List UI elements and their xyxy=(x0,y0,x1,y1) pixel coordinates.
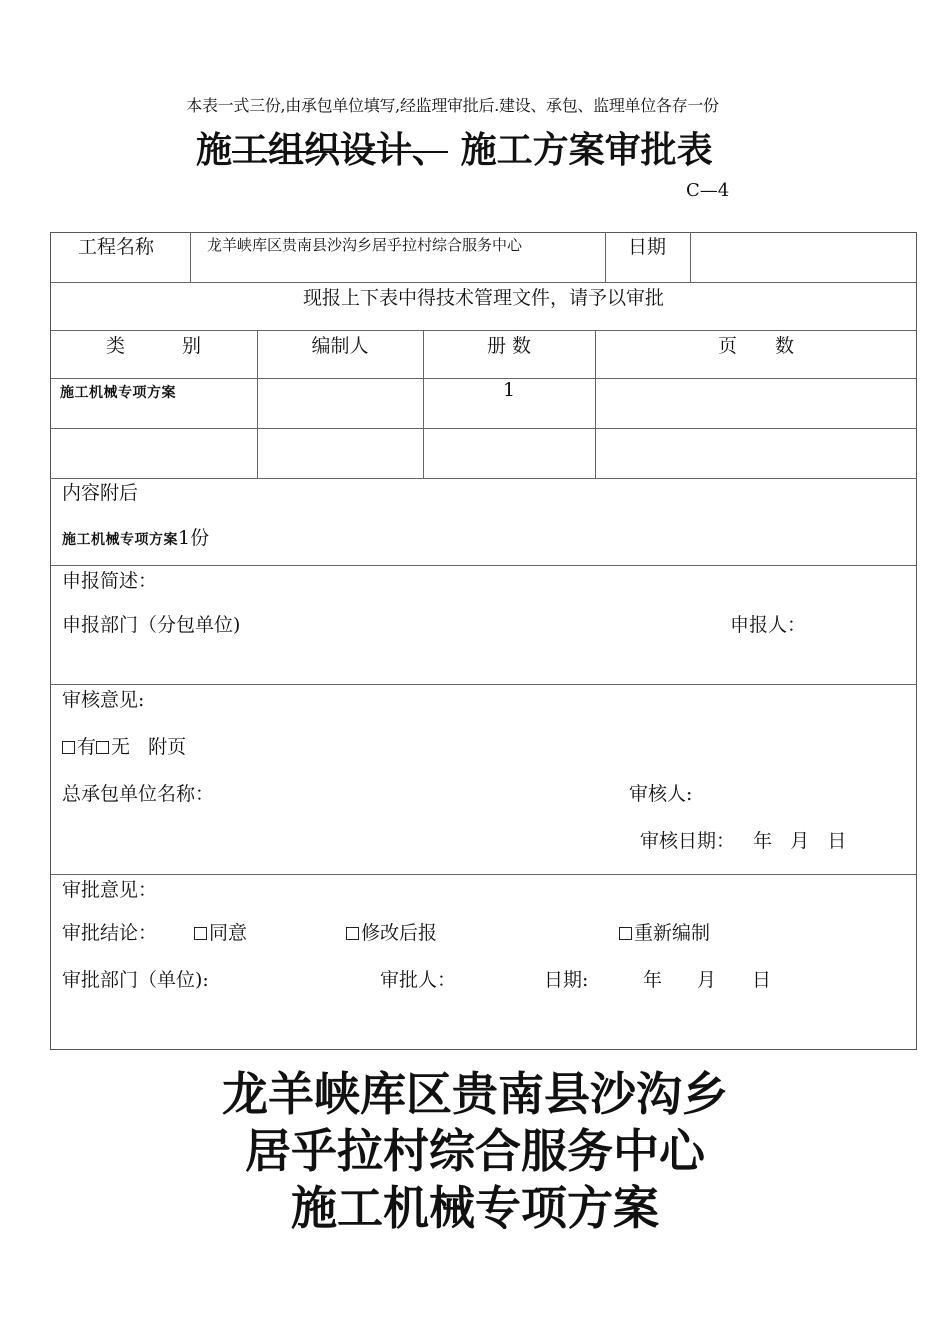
review-day: 日 xyxy=(827,830,847,852)
title-suffix: 施工方案审批表 xyxy=(448,129,713,171)
option-redo-label: 重新编制 xyxy=(634,922,711,944)
checkbox-no-attachment[interactable] xyxy=(96,741,109,754)
review-month: 月 xyxy=(790,830,810,852)
distribution-note: 本表一式三份,由承包单位填写,经监理审批后.建设、承包、监理单位各存一份 xyxy=(186,96,719,115)
approval-date-label: 日期: xyxy=(544,969,589,991)
col-divider xyxy=(190,232,191,282)
header-author: 编制人 xyxy=(311,335,369,357)
table-row-author[interactable] xyxy=(257,429,423,477)
option-revise xyxy=(346,918,437,945)
table-row-volumes[interactable] xyxy=(423,429,595,477)
attachment-item-count: 1份 xyxy=(178,527,210,549)
table-row-category: 施工机械专项方案 xyxy=(60,385,176,401)
checkbox-revise[interactable] xyxy=(346,927,359,940)
title-prefix: 施 xyxy=(196,129,233,171)
attachment-item-name: 施工机械专项方案 xyxy=(62,532,178,548)
col-divider xyxy=(690,232,691,282)
review-opinion-label: 审核意见: xyxy=(62,689,145,711)
table-row-pages[interactable] xyxy=(595,379,917,427)
approver-label: 审批人： xyxy=(380,969,457,991)
review-attachment-options xyxy=(62,732,186,759)
attached-pages-label: 附页 xyxy=(148,736,187,758)
review-date-label: 审核日期： xyxy=(640,830,736,852)
option-redo xyxy=(619,918,710,945)
submission-summary-label: 申报简述： xyxy=(62,570,158,592)
row-divider xyxy=(50,565,917,566)
attachment-item xyxy=(62,523,209,550)
checkbox-has-attachment[interactable] xyxy=(62,741,75,754)
submit-note: 现报上下表中得技术管理文件，请予以审批 xyxy=(302,287,664,309)
date-label: 日期 xyxy=(628,236,667,258)
approval-month: 月 xyxy=(697,969,717,991)
cover-title-line2: 居乎拉村综合服务中心 xyxy=(245,1124,705,1178)
approval-year: 年 xyxy=(643,969,663,991)
option-yes-label: 有 xyxy=(77,736,97,758)
cover-title-line3: 施工机械专项方案 xyxy=(291,1181,659,1235)
option-revise-label: 修改后报 xyxy=(361,922,438,944)
review-year: 年 xyxy=(753,830,773,852)
option-no-label: 无 xyxy=(111,736,131,758)
checkbox-agree[interactable] xyxy=(194,927,207,940)
submitter-label: 申报人： xyxy=(730,614,807,636)
row-divider xyxy=(50,684,917,685)
table-row-author[interactable] xyxy=(257,379,423,427)
table-row-category[interactable] xyxy=(50,429,257,477)
general-contractor-label: 总承包单位名称： xyxy=(62,783,215,805)
review-date xyxy=(640,826,846,853)
form-code: C—4 xyxy=(686,180,730,201)
approval-day: 日 xyxy=(752,969,772,991)
row-divider xyxy=(50,478,917,479)
title-struck-text: 工组织设计、 xyxy=(232,129,449,171)
project-name-label: 工程名称 xyxy=(78,236,155,258)
checkbox-redo[interactable] xyxy=(619,927,632,940)
date-value[interactable] xyxy=(700,232,910,276)
header-pages: 页 数 xyxy=(717,335,794,357)
table-row-pages[interactable] xyxy=(595,429,917,477)
header-volumes: 册 数 xyxy=(486,335,532,357)
project-name-value[interactable]: 龙羊峡库区贵南县沙沟乡居乎拉村综合服务中心 xyxy=(207,236,523,254)
reviewer-label: 审核人: xyxy=(629,783,693,805)
header-category: 类 别 xyxy=(105,335,201,357)
form-title xyxy=(196,122,713,173)
option-agree-label: 同意 xyxy=(209,922,248,944)
table-row-volumes: 1 xyxy=(502,379,516,401)
option-agree xyxy=(194,918,247,945)
submission-dept-label: 申报部门（分包单位) xyxy=(62,614,241,636)
attachments-label: 内容附后 xyxy=(62,482,139,504)
approval-opinion-label: 审批意见： xyxy=(62,879,158,901)
cover-title-line1: 龙羊峡库区贵南县沙沟乡 xyxy=(222,1067,728,1121)
approval-conclusion-label: 审批结论： xyxy=(62,922,158,944)
approval-dept-label: 审批部门（单位): xyxy=(62,969,209,991)
col-divider xyxy=(605,232,606,282)
row-divider xyxy=(50,874,917,875)
